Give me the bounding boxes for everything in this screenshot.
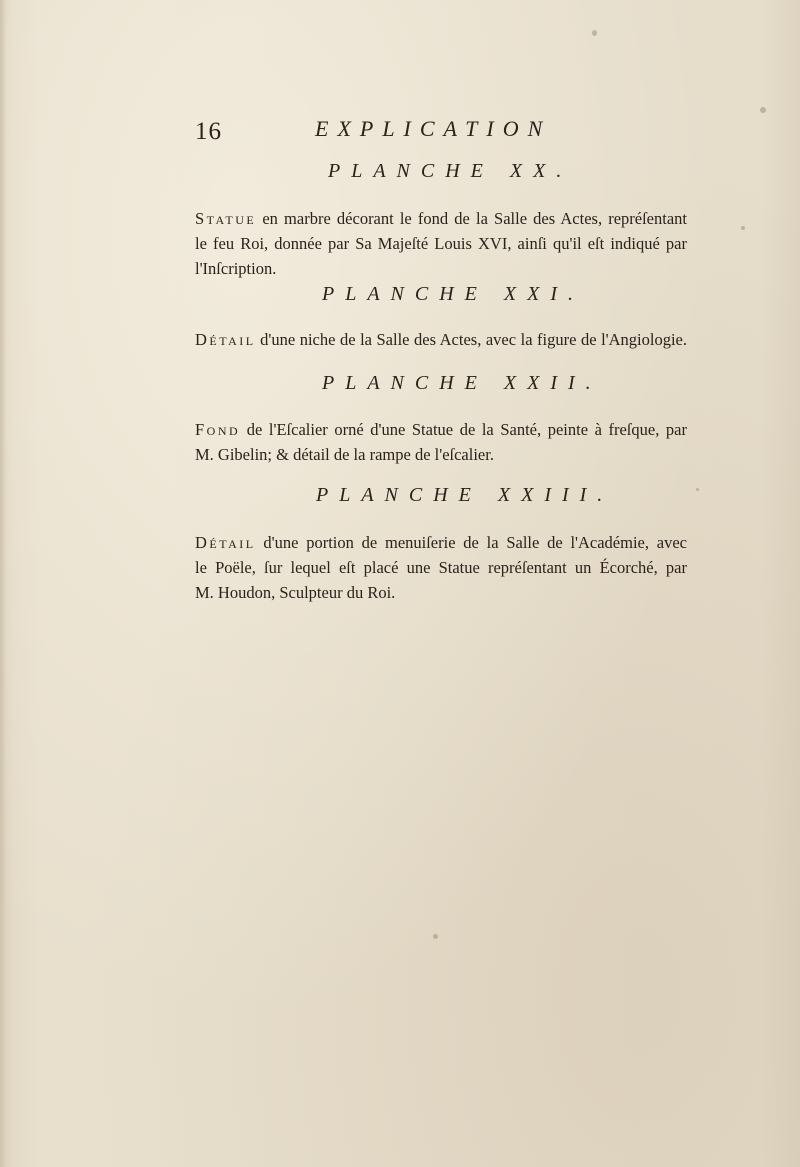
page-number: 16: [195, 118, 222, 145]
plate-title-xxiii: PLANCHE XXIII.: [316, 484, 614, 506]
text-line: M. Houdon, Sculpteur du Roi.: [195, 583, 396, 602]
text-line: d'une niche de la Salle des Actes, avec la figure de l'Angiologie.: [255, 330, 687, 349]
page-edge: [0, 0, 6, 1167]
plate-title-xxii: PLANCHE XXII.: [322, 372, 602, 394]
running-title: EXPLICATION: [315, 116, 552, 141]
foxing-spot: [741, 226, 745, 230]
foxing-spot: [696, 488, 699, 491]
foxing-spot: [760, 107, 766, 113]
plate-xxii-description: [195, 417, 687, 467]
lead-word: Fond: [195, 420, 241, 439]
plate-xxiii-description: [195, 530, 687, 605]
lead-word: Détail: [195, 533, 256, 552]
lead-word: Statue: [195, 209, 257, 228]
plate-xx-description: [195, 206, 687, 281]
text-line: de l'Eſcalier orné d'une Statue de la Santé, peinte à freſque, par: [240, 420, 687, 439]
plate-xxi-description: [195, 327, 687, 352]
foxing-spot: [433, 934, 438, 939]
text-line: le feu Roi, donnée par Sa Majeſté Louis XVI, ainſi qu'il eſt indiqué par: [195, 234, 687, 253]
text-line: d'une portion de menuiſerie de la Salle de l'Académie, avec: [255, 533, 687, 552]
text-line: le Poële, ſur lequel eſt placé une Statue repréſentant un Écorché, par: [195, 558, 687, 577]
lead-word: Détail: [195, 330, 256, 349]
plate-title-xx: PLANCHE XX.: [328, 160, 573, 182]
text-line: l'Inſcription.: [195, 259, 277, 278]
foxing-spot: [592, 30, 597, 36]
text-line: M. Gibelin; & détail de la rampe de l'eſcalier.: [195, 445, 494, 464]
text-line: en marbre décorant le fond de la Salle des Actes, repréſentant: [256, 209, 687, 228]
plate-title-xxi: PLANCHE XXI.: [322, 283, 584, 305]
